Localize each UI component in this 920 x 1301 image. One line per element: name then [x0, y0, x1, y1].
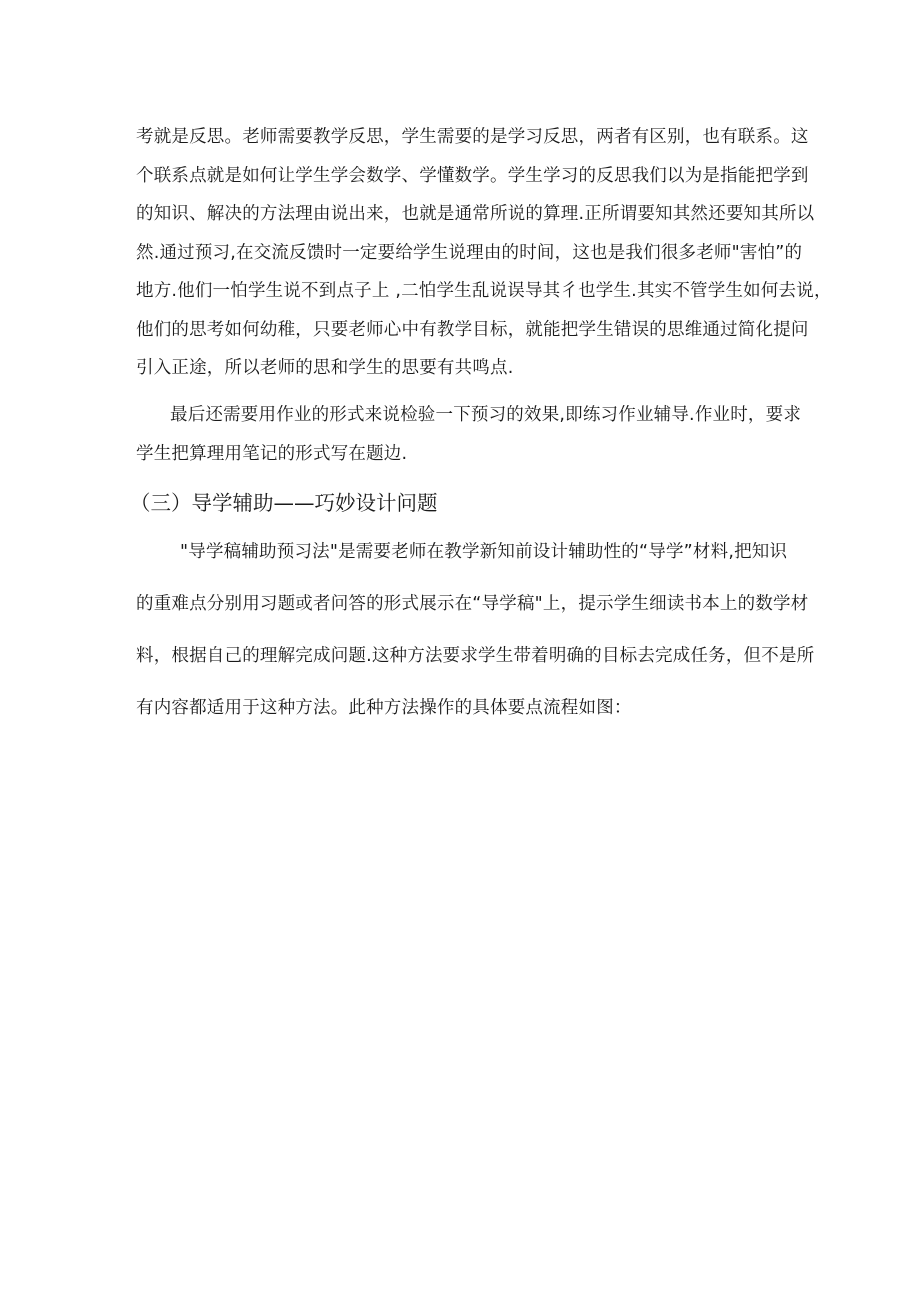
paragraph-line: 学生把算理用笔记的形式写在题边.: [136, 443, 408, 464]
paragraph-line: 料，根据自己的理解完成问题.这种方法要求学生带着明确的目标去完成任务，但不是所: [136, 646, 815, 666]
paragraph-reflection: [136, 124, 832, 394]
paragraph-line: 考就是反思。老师需要教学反思，学生需要的是学习反思，两者有区别，也有联系。这: [136, 127, 809, 147]
section-heading: （三）导学辅助——巧妙设计问题: [130, 491, 438, 515]
paragraph-line: 个联系点就是如何让学生学会数学、学懂数学。学生学习的反思我们以为是指能把学到: [136, 165, 809, 186]
paragraph-homework: [136, 402, 802, 479]
paragraph-line: 最后还需要用作业的形式来说检验一下预习的效果,即练习作业辅导.作业时，要求: [170, 405, 802, 425]
paragraph-line: 的重难点分别用习题或者问答的形式展示在“导学稿"上，提示学生细读书本上的数学材: [136, 594, 809, 614]
paragraph-line: 引入正途，所以老师的思和学生的思要有共鸣点.: [136, 358, 514, 378]
paragraph-line: 地方.他们一怕学生说不到点子上 ,二怕学生乱说误导其彳也学生.其实不管学生如何去说，: [136, 281, 832, 301]
paragraph-line: 有内容都适用于这种方法。此种方法操作的具体要点流程如图：: [136, 698, 632, 718]
paragraph-line: 他们的思考如何幼稚，只要老师心中有教学目标，就能把学生错误的思维通过简化提问: [136, 319, 809, 340]
paragraph-line: 然.通过预习,在交流反馈时一定要给学生说理由的时间，这也是我们很多老师"害怕”的: [136, 242, 803, 263]
paragraph-guided-study: [136, 539, 815, 747]
paragraph-line: "导学稿辅助预习法"是需要老师在教学新知前设计辅助性的“导学”材料,把知识: [180, 542, 788, 562]
paragraph-line: 的知识、解决的方法理由说出来，也就是通常所说的算理.正所谓要知其然还要知其所以: [136, 204, 815, 224]
